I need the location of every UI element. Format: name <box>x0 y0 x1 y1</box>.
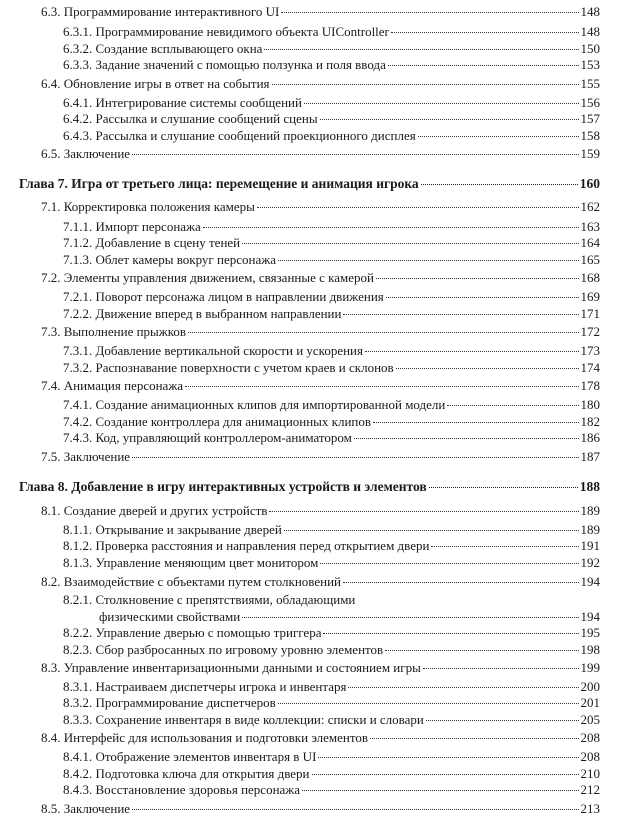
toc-entry <box>63 429 600 446</box>
toc-entry-title: 6.5. Заключение <box>41 146 131 161</box>
dot-leader <box>418 136 579 137</box>
toc-entry-title: 8.3.2. Программирование диспетчеров <box>63 695 276 710</box>
dot-leader <box>185 386 578 387</box>
toc-entry <box>63 624 600 641</box>
toc-entry-title: 7.1.2. Добавление в сцену теней <box>63 235 241 250</box>
toc-entry <box>41 502 600 519</box>
toc-entry-title: 7.4.2. Создание контроллера для анимационных клипов <box>63 414 372 429</box>
toc-entry-page: 186 <box>580 430 600 445</box>
dot-leader <box>132 457 578 458</box>
toc-entry-page: 198 <box>580 642 600 657</box>
toc-entry-page: 208 <box>580 730 600 745</box>
toc-chapter-entry <box>19 175 600 192</box>
toc-entry-page: 201 <box>580 695 600 710</box>
toc-entry <box>63 40 600 57</box>
toc-entry <box>63 305 600 322</box>
toc-entry <box>63 94 600 111</box>
toc-entry <box>63 537 600 554</box>
dot-leader <box>242 243 578 244</box>
toc-entry-title: 7.2.2. Движение вперед в выбранном направлении <box>63 306 342 321</box>
dot-leader <box>370 738 578 739</box>
toc-entry-title: 6.3.3. Задание значений с помощью ползунка и поля ввода <box>63 57 386 72</box>
toc-entry-page: 174 <box>580 360 600 375</box>
toc-entry-page: 200 <box>580 679 600 694</box>
dot-leader <box>343 582 579 583</box>
dot-leader <box>320 119 579 120</box>
toc-entry-page: 165 <box>580 252 600 267</box>
toc-entry <box>63 127 600 144</box>
toc-entry-title: 8.4. Интерфейс для использования и подготовки элементов <box>41 730 369 745</box>
toc-entry-title: 7.1. Корректировка положения камеры <box>41 199 255 214</box>
dot-leader <box>269 511 578 512</box>
toc-entry-title: 7.5. Заключение <box>41 449 131 464</box>
toc-entry-title: 8.2.1. Столкновение с препятствиями, обладающими <box>63 592 356 607</box>
toc-entry-title: 8.2.3. Сбор разбросанных по игровому уровню элементов <box>63 642 384 657</box>
dot-leader <box>278 260 579 261</box>
toc-entry <box>63 110 600 127</box>
toc-entry <box>63 748 600 765</box>
toc-entry-title: 7.3. Выполнение прыжков <box>41 324 187 339</box>
dot-leader <box>343 314 578 315</box>
toc-entry <box>63 765 600 782</box>
toc-entry <box>41 3 600 20</box>
toc-entry-page: 189 <box>580 503 600 518</box>
toc-entry-title: 8.3. Управление инвентаризационными данными и состоянием игры <box>41 660 421 675</box>
toc-entry-title: 6.3. Программирование интерактивного UI <box>41 4 280 19</box>
toc-entry-title: 8.4.1. Отображение элементов инвентаря в UI <box>63 749 317 764</box>
dot-leader <box>304 103 579 104</box>
dot-leader <box>320 563 578 564</box>
dot-leader <box>447 405 578 406</box>
toc-entry <box>63 413 600 430</box>
toc-entry-page: 148 <box>580 4 600 19</box>
toc-entry <box>41 729 600 746</box>
toc-entry-title: 6.3.2. Создание всплывающего окна <box>63 41 263 56</box>
toc-entry-title: 8.1.2. Проверка расстояния и направления перед открытием двери <box>63 538 430 553</box>
toc-entry-title: 8.1. Создание дверей и других устройств <box>41 503 268 518</box>
dot-leader <box>132 154 578 155</box>
dot-leader <box>272 84 579 85</box>
dot-leader <box>132 809 578 810</box>
dot-leader <box>365 351 579 352</box>
toc-entry <box>41 323 600 340</box>
toc-entry <box>63 554 600 571</box>
toc-entry <box>63 288 600 305</box>
dot-leader <box>373 422 578 423</box>
toc-entry-page: 153 <box>580 57 600 72</box>
dot-leader <box>242 617 578 618</box>
toc-entry <box>63 641 600 658</box>
toc-entry-page: 156 <box>580 95 600 110</box>
toc-entry <box>63 56 600 73</box>
toc-entry-page: 178 <box>580 378 600 393</box>
toc-entry-page: 182 <box>580 414 600 429</box>
dot-leader <box>278 703 579 704</box>
toc-entry <box>63 591 600 608</box>
dot-leader <box>429 487 578 488</box>
toc-entry <box>63 678 600 695</box>
toc-entry-title: 7.3.2. Распознавание поверхности с учетом краев и склонов <box>63 360 394 375</box>
toc-entry <box>41 145 600 162</box>
toc-entry <box>63 359 600 376</box>
toc-entry-page: 208 <box>580 749 600 764</box>
toc-entry <box>41 573 600 590</box>
toc-entry-title: 6.4.1. Интегрирование системы сообщений <box>63 95 302 110</box>
toc-entry-page: 180 <box>580 397 600 412</box>
toc-entry-page: 162 <box>580 199 600 214</box>
dot-leader <box>421 184 578 185</box>
toc-entry-page: 160 <box>579 176 600 191</box>
dot-leader <box>426 720 579 721</box>
toc-entry-page: 194 <box>580 574 600 589</box>
toc-entry <box>41 75 600 92</box>
toc-entry-page: 157 <box>580 111 600 126</box>
toc-entry <box>63 711 600 728</box>
toc-entry-page: 194 <box>580 609 600 624</box>
dot-leader <box>391 32 579 33</box>
dot-leader <box>264 49 578 50</box>
toc-entry-title: 7.4. Анимация персонажа <box>41 378 184 393</box>
toc-entry <box>41 448 600 465</box>
toc-entry <box>41 269 600 286</box>
toc-entry-title: 8.5. Заключение <box>41 801 131 816</box>
toc-entry-page: 148 <box>580 24 600 39</box>
toc-entry-title: 7.4.1. Создание анимационных клипов для импортированной модели <box>63 397 446 412</box>
toc-entry-page: 172 <box>580 324 600 339</box>
toc-entry-title: 7.4.3. Код, управляющий контроллером-аниматором <box>63 430 352 445</box>
dot-leader <box>431 546 578 547</box>
toc-entry-page: 188 <box>579 479 600 494</box>
dot-leader <box>188 332 578 333</box>
toc-entry-page: 191 <box>580 538 600 553</box>
dot-leader <box>257 207 579 208</box>
toc-entry-title: 8.1.1. Открывание и закрывание дверей <box>63 522 282 537</box>
toc-entry-title: 7.1.1. Импорт персонажа <box>63 219 201 234</box>
toc-entry-title: Глава 8. Добавление в игру интерактивных устройств и элементов <box>19 479 427 494</box>
toc-entry-title: 6.4. Обновление игры в ответ на события <box>41 76 270 91</box>
toc-entry-title: 8.2. Взаимодействие с объектами путем столкновений <box>41 574 341 589</box>
toc-entry <box>99 608 600 625</box>
dot-leader <box>385 650 578 651</box>
toc-entry-page: 150 <box>580 41 600 56</box>
toc-entry-title: 7.1.3. Облет камеры вокруг персонажа <box>63 252 276 267</box>
dot-leader <box>302 790 578 791</box>
dot-leader <box>312 774 579 775</box>
toc-entry <box>63 251 600 268</box>
toc-entry <box>41 198 600 215</box>
toc-entry-page: 195 <box>580 625 600 640</box>
toc-entry-page: 199 <box>580 660 600 675</box>
toc-entry-title: 8.3.3. Сохранение инвентаря в виде коллекции: списки и словари <box>63 712 424 727</box>
toc-entry <box>63 694 600 711</box>
toc-entry-title: физическими свойствами <box>99 609 241 624</box>
toc-entry-page: 158 <box>580 128 600 143</box>
toc-entry-title: 8.1.3. Управление меняющим цвет монитором <box>63 555 319 570</box>
toc-entry-title: 8.2.2. Управление дверью с помощью триггера <box>63 625 322 640</box>
toc-entry-page: 213 <box>580 801 600 816</box>
dot-leader <box>354 438 579 439</box>
toc-entry-title: 7.2.1. Поворот персонажа лицом в направлении движения <box>63 289 384 304</box>
dot-leader <box>348 687 578 688</box>
toc-entry-page: 164 <box>580 235 600 250</box>
toc-entry <box>63 781 600 798</box>
dot-leader <box>388 65 579 66</box>
toc-entry-title: 6.3.1. Программирование невидимого объекта UIController <box>63 24 389 39</box>
toc-entry-page: 155 <box>580 76 600 91</box>
dot-leader <box>423 668 579 669</box>
dot-leader <box>323 633 578 634</box>
toc-entry <box>63 521 600 538</box>
toc-entry-page: 173 <box>580 343 600 358</box>
dot-leader <box>284 530 579 531</box>
toc-entry <box>63 396 600 413</box>
dot-leader <box>376 278 579 279</box>
toc-entry-title: 6.4.2. Рассылка и слушание сообщений сцены <box>63 111 318 126</box>
dot-leader <box>203 227 579 228</box>
toc-entry-title: 8.4.2. Подготовка ключа для открытия двери <box>63 766 310 781</box>
toc-entry-title: Глава 7. Игра от третьего лица: перемещение и анимация игрока <box>19 176 419 191</box>
toc-entry-page: 169 <box>580 289 600 304</box>
toc-entry <box>63 23 600 40</box>
toc-entry-page: 163 <box>580 219 600 234</box>
toc-entry-title: 8.4.3. Восстановление здоровья персонажа <box>63 782 301 797</box>
toc-entry-title: 7.3.1. Добавление вертикальной скорости и ускорения <box>63 343 363 358</box>
toc-entry-page: 205 <box>580 712 600 727</box>
toc-entry <box>41 659 600 676</box>
toc-entry-page: 159 <box>580 146 600 161</box>
toc-entry <box>63 342 600 359</box>
toc-entry <box>41 377 600 394</box>
toc-entry-title: 6.4.3. Рассылка и слушание сообщений проекционного дисплея <box>63 128 416 143</box>
toc-entry <box>63 234 600 251</box>
dot-leader <box>281 12 578 13</box>
toc-entry-page: 187 <box>580 449 600 464</box>
toc-entry-title: 7.2. Элементы управления движением, связанные с камерой <box>41 270 374 285</box>
toc-entry-page: 212 <box>580 782 600 797</box>
dot-leader <box>318 757 578 758</box>
toc-chapter-entry <box>19 478 600 495</box>
toc-entry-page: 171 <box>580 306 600 321</box>
toc-entry <box>41 800 600 817</box>
toc-entry-page: 210 <box>580 766 600 781</box>
dot-leader <box>386 297 579 298</box>
toc-entry-page: 168 <box>580 270 600 285</box>
dot-leader <box>396 368 579 369</box>
toc-entry <box>63 218 600 235</box>
toc-entry-page: 192 <box>580 555 600 570</box>
toc-entry-title: 8.3.1. Настраиваем диспетчеры игрока и инвентаря <box>63 679 347 694</box>
toc-entry-page: 189 <box>580 522 600 537</box>
